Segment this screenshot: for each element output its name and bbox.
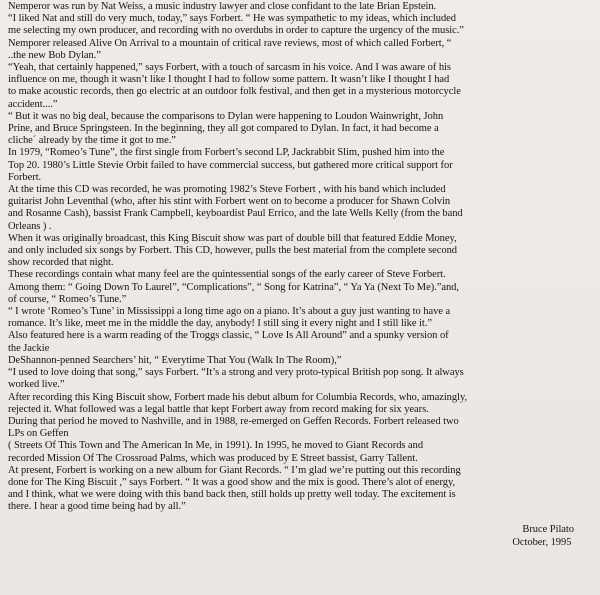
text-line: and Rosanne Cash), bassist Frank Campbell, keyboardist Paul Errico, and the late Wells Kelly (from the band bbox=[8, 208, 463, 220]
text-line: me selecting my own producer, and recording with no overdubs in order to capture the urgency of the music.” bbox=[8, 25, 464, 37]
text-line: to make acoustic records, then go electric at an outdoor folk festival, and then get in a mysterious motorcycle bbox=[8, 86, 461, 98]
text-line: Also featured here is a warm reading of the Troggs classic, “ Love Is All Around” and a spunky version of bbox=[8, 330, 449, 342]
text-line: guitarist John Leventhal (who, after his stint with Forbert went on to become a producer for Shawn Colvin bbox=[8, 196, 451, 208]
text-line: Nemperor was run by Nat Weiss, a music industry lawyer and close confidant to the late Brian Epstein. bbox=[8, 1, 437, 12]
text-line: the Jackie bbox=[8, 342, 50, 354]
text-line: “I used to love doing that song,” says Forbert. “It’s a strong and very proto-typical British pop song. It always bbox=[8, 367, 464, 379]
text-line: accident....” bbox=[8, 98, 58, 110]
text-line: influence on me, though it wasn’t like I thought I had to follow some pattern. It wasn’t like I thought I had bbox=[8, 74, 450, 86]
text-line: show recorded that night. bbox=[8, 257, 114, 269]
text-line: romance. It’s like, meet me in the middle the day, anybody! I still sing it every night and I still like it.” bbox=[8, 318, 432, 330]
text-line: “ But it was no big deal, because the comparisons to Dylan were happening to Loudon Wainwright, John bbox=[8, 110, 444, 122]
text-line: LPs on Geffen bbox=[8, 428, 69, 440]
text-line: recorded Mission Of The Crossroad Palms, which was produced by E Street bassist, Garry Tallent. bbox=[8, 452, 418, 464]
text-line: When it was originally broadcast, this King Biscuit show was part of double bill that featured Eddie Money, bbox=[8, 232, 457, 244]
text-line: worked live.” bbox=[8, 379, 65, 391]
text-line: At the time this CD was recorded, he was promoting 1982’s Steve Forbert , with his band which included bbox=[8, 184, 446, 196]
text-line: ( Streets Of This Town and The American In Me, in 1991). In 1995, he moved to Giant Records and bbox=[8, 440, 424, 452]
text-line: and I think, what we were doing with this band back then, still holds up pretty well today. The excitement is bbox=[8, 489, 456, 501]
text-line: At present, Forbert is working on a new album for Giant Records. “ I’m glad we’re putting out this recording bbox=[8, 464, 461, 476]
text-line: These recordings contain what many feel are the quintessential songs of the early career of Steve Forbert. bbox=[8, 269, 446, 281]
text-line: In 1979, “Romeo’s Tune”, the first single from Forbert’s second LP, Jackrabbit Slim, pushed him into the bbox=[8, 147, 445, 159]
text-line: “Yeah, that certainly happened,” says Forbert, with a touch of sarcasm in his voice. And I was aware of his bbox=[8, 62, 451, 74]
text-line: After recording this King Biscuit show, Forbert made his debut album for Columbia Records, who, amazingly, bbox=[8, 391, 468, 403]
text-line: rejected it. What followed was a legal battle that kept Forbert away from record making for six years. bbox=[8, 403, 429, 415]
text-line: “I liked Nat and still do very much, today,” says Forbert. “ He was sympathetic to my ideas, which included bbox=[8, 13, 456, 25]
author-signature bbox=[512, 524, 574, 549]
text-line: Orleans ) . bbox=[8, 220, 52, 232]
text-line: Nemporer released Alive On Arrival to a mountain of critical rave reviews, most of which called Forbert, “ bbox=[8, 37, 452, 49]
text-line: Prine, and Bruce Springsteen. In the beginning, they all got compared to Dylan. In fact, it had become a bbox=[8, 123, 439, 135]
author-name: Bruce Pilato bbox=[522, 524, 574, 535]
text-line: there. I hear a good time being had by all.” bbox=[8, 501, 186, 513]
text-line: cliche´ already by the time it got to me.” bbox=[8, 135, 176, 147]
text-line: Top 20. 1980’s Little Stevie Orbit failed to have commercial success, but gathered more critical support for bbox=[8, 159, 453, 171]
signature-date: October, 1995 bbox=[512, 536, 572, 548]
text-line: DeShannon-penned Searchers’ hit, “ Everytime That You (Walk In The Room),” bbox=[8, 354, 342, 366]
text-line: ..the new Bob Dylan.” bbox=[8, 49, 101, 61]
text-line: and only included six songs by Forbert. This CD, however, pulls the best material from the complete second bbox=[8, 245, 458, 257]
text-line: “ I wrote ‘Romeo’s Tune’ in Mississippi a long time ago on a piano. It’s about a guy just wanting to have a bbox=[8, 306, 451, 318]
liner-notes-body bbox=[8, 0, 596, 514]
text-line: Among them: “ Going Down To Laurel”, “Complications”, “ Song for Katrina”, “ Ya Ya (Next To Me).”and, bbox=[8, 281, 459, 293]
text-line: Forbert. bbox=[8, 171, 42, 183]
text-line: of course, “ Romeo’s Tune.” bbox=[8, 293, 127, 305]
text-line: During that period he moved to Nashville, and in 1988, re-emerged on Geffen Records. Forbert released two bbox=[8, 415, 459, 427]
text-line: done for The King Biscuit ,” says Forbert. “ It was a good show and the mix is good. There’s alot of energy, bbox=[8, 476, 456, 488]
